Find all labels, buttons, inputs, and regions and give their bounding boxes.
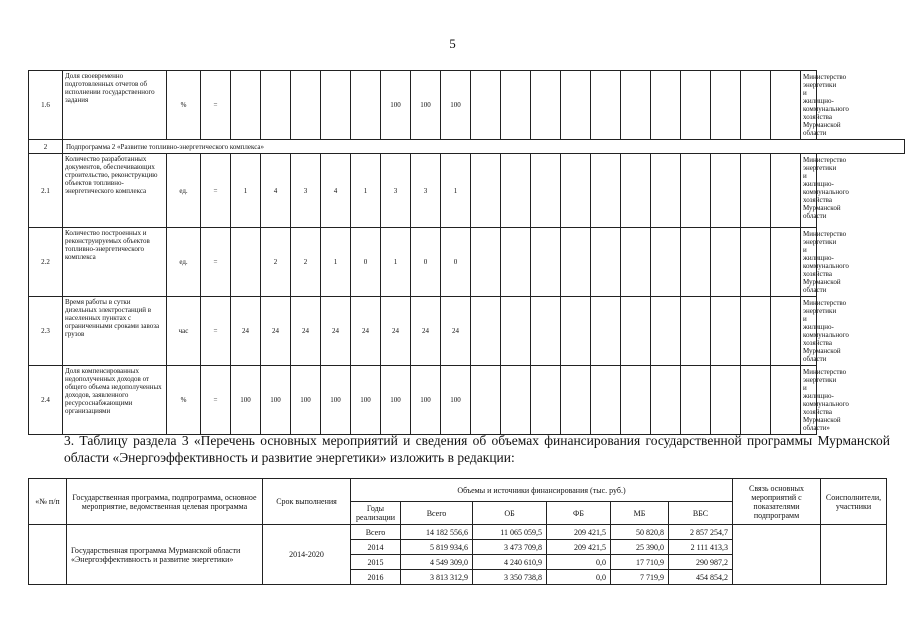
link-cell	[733, 525, 821, 585]
value-cell	[561, 71, 591, 140]
table-row	[29, 525, 887, 540]
fb-cell: 209 421,5	[547, 525, 611, 540]
value-cell: 2	[291, 228, 321, 297]
value-cell: 24	[321, 297, 351, 366]
header-fb: ФБ	[547, 502, 611, 525]
value-cell	[471, 71, 501, 140]
value-cell	[501, 71, 531, 140]
header-volumes: Объемы и источники финансирования (тыс. руб.)	[351, 479, 733, 502]
value-cell: 1	[321, 228, 351, 297]
value-cell	[321, 71, 351, 140]
indicator-name: Количество построенных и реконструируемых объектов топливно-энергетического комплекса	[63, 228, 167, 297]
value-cell: 100	[381, 366, 411, 435]
value-cell: 24	[261, 297, 291, 366]
year-cell: 2015	[351, 555, 401, 570]
value-cell	[591, 154, 621, 228]
coexec-cell	[821, 525, 887, 585]
value-cell: 24	[351, 297, 381, 366]
value-cell: 24	[441, 297, 471, 366]
ministry-cell: Министерство энергетики и жилищно-коммунального хозяйства Мурманской области»	[801, 366, 817, 435]
header-years: Годы реализации	[351, 502, 401, 525]
spacer-cell	[771, 154, 801, 228]
unit-cell: %	[167, 71, 201, 140]
ministry-cell: Министерство энергетики и жилищно-коммунального хозяйства Мурманской области	[801, 154, 817, 228]
table-row	[29, 154, 905, 228]
sign-cell: =	[201, 71, 231, 140]
value-cell	[681, 297, 711, 366]
spacer-cell	[771, 297, 801, 366]
value-cell	[681, 154, 711, 228]
value-cell: 1	[381, 228, 411, 297]
value-cell: 24	[231, 297, 261, 366]
value-cell	[741, 366, 771, 435]
value-cell: 100	[411, 366, 441, 435]
sign-cell: =	[201, 154, 231, 228]
finance-table	[28, 478, 887, 585]
year-cell: 2016	[351, 570, 401, 585]
header-ob: ОБ	[473, 502, 547, 525]
value-cell	[531, 71, 561, 140]
table-row	[29, 297, 905, 366]
value-cell	[501, 154, 531, 228]
vbs-cell: 454 854,2	[669, 570, 733, 585]
mb-cell: 7 719,9	[611, 570, 669, 585]
value-cell	[471, 154, 501, 228]
value-cell: 0	[351, 228, 381, 297]
ob-cell: 11 065 059,5	[473, 525, 547, 540]
page-number: 5	[449, 36, 456, 51]
indicator-name: Доля компенсированных недополученных доходов от общего объема недополученных доходов, заявленного ресурсоснабжающими организациями	[63, 366, 167, 435]
value-cell	[621, 228, 651, 297]
value-cell: 0	[411, 228, 441, 297]
value-cell: 1	[351, 154, 381, 228]
unit-cell: %	[167, 366, 201, 435]
indicator-name: Количество разработанных документов, обеспечивающих строительство, реконструкцию объектов топливно-энергетического комплекса	[63, 154, 167, 228]
value-cell: 100	[321, 366, 351, 435]
header-num: «№ п/п	[29, 479, 67, 525]
value-cell: 100	[441, 366, 471, 435]
value-cell: 24	[381, 297, 411, 366]
ob-cell: 3 350 738,8	[473, 570, 547, 585]
value-cell	[561, 366, 591, 435]
header-link: Связь основных мероприятий с показателями подпрограмм	[733, 479, 821, 525]
term-cell: 2014-2020	[263, 525, 351, 585]
sign-cell: =	[201, 228, 231, 297]
value-cell: 100	[231, 366, 261, 435]
total-cell: 14 182 556,6	[401, 525, 473, 540]
value-cell	[651, 228, 681, 297]
row-number: 2.3	[29, 297, 63, 366]
value-cell	[741, 228, 771, 297]
value-cell	[711, 228, 741, 297]
spacer-cell	[771, 228, 801, 297]
mb-cell: 25 390,0	[611, 540, 669, 555]
value-cell: 100	[261, 366, 291, 435]
header-total: Всего	[401, 502, 473, 525]
unit-cell: ед.	[167, 154, 201, 228]
value-cell: 3	[291, 154, 321, 228]
value-cell: 100	[351, 366, 381, 435]
value-cell	[261, 71, 291, 140]
ministry-cell: Министерство энергетики и жилищно-коммунального хозяйства Мурманской области	[801, 71, 817, 140]
value-cell	[711, 71, 741, 140]
indicator-name: Время работы в сутки дизельных электростанций в населенных пунктах с ограниченными сроками завоза грузов	[63, 297, 167, 366]
indicators-table	[28, 70, 905, 435]
value-cell	[651, 297, 681, 366]
value-cell	[621, 297, 651, 366]
value-cell	[561, 154, 591, 228]
value-cell: 3	[381, 154, 411, 228]
indicator-name: Доля своевременно подготовленных отчетов об исполнении государственного задания	[63, 71, 167, 140]
value-cell	[651, 71, 681, 140]
header-term: Срок выполнения	[263, 479, 351, 525]
value-cell	[531, 228, 561, 297]
spacer-cell	[771, 71, 801, 140]
value-cell: 0	[441, 228, 471, 297]
value-cell: 100	[291, 366, 321, 435]
value-cell	[291, 71, 321, 140]
header-name: Государственная программа, подпрограмма, основное мероприятие, ведомственная целевая программа	[67, 479, 263, 525]
row-number: 1.6	[29, 71, 63, 140]
row-number-cell	[29, 525, 67, 585]
spacer-cell	[771, 366, 801, 435]
total-cell: 4 549 309,0	[401, 555, 473, 570]
value-cell: 1	[441, 154, 471, 228]
table-row	[29, 71, 905, 140]
value-cell	[621, 154, 651, 228]
value-cell	[621, 71, 651, 140]
subprogram-row	[29, 140, 905, 154]
section-paragraph: 3. Таблицу раздела 3 «Перечень основных мероприятий и сведения об объемах финансирования государственной программы Мурманской области «Энергоэффективность и развитие энергетики» изложить в редакции:	[64, 433, 890, 465]
value-cell	[561, 228, 591, 297]
value-cell: 24	[291, 297, 321, 366]
ministry-cell: Министерство энергетики и жилищно-коммунального хозяйства Мурманской области	[801, 228, 817, 297]
value-cell: 1	[231, 154, 261, 228]
sign-cell: =	[201, 366, 231, 435]
header-coexec: Соисполнители, участники	[821, 479, 887, 525]
row-number: 2.1	[29, 154, 63, 228]
header-vbs: ВБС	[669, 502, 733, 525]
unit-cell: час	[167, 297, 201, 366]
value-cell	[531, 154, 561, 228]
value-cell	[231, 71, 261, 140]
value-cell	[591, 297, 621, 366]
total-cell: 3 813 312,9	[401, 570, 473, 585]
ob-cell: 4 240 610,9	[473, 555, 547, 570]
value-cell	[741, 71, 771, 140]
fb-cell: 0,0	[547, 570, 611, 585]
value-cell	[231, 228, 261, 297]
value-cell: 100	[381, 71, 411, 140]
value-cell	[711, 297, 741, 366]
sign-cell: =	[201, 297, 231, 366]
value-cell: 100	[411, 71, 441, 140]
total-cell: 5 819 934,6	[401, 540, 473, 555]
value-cell	[621, 366, 651, 435]
vbs-cell: 2 857 254,7	[669, 525, 733, 540]
value-cell: 2	[261, 228, 291, 297]
year-cell: 2014	[351, 540, 401, 555]
header-mb: МБ	[611, 502, 669, 525]
value-cell	[351, 71, 381, 140]
subprogram-title: Подпрограмма 2 «Развитие топливно-энергетического комплекса»	[63, 140, 905, 154]
value-cell	[501, 366, 531, 435]
value-cell	[711, 366, 741, 435]
mb-cell: 17 710,9	[611, 555, 669, 570]
value-cell	[501, 228, 531, 297]
value-cell	[741, 154, 771, 228]
value-cell: 4	[321, 154, 351, 228]
value-cell	[681, 71, 711, 140]
subprogram-number: 2	[29, 140, 63, 154]
ob-cell: 3 473 709,8	[473, 540, 547, 555]
value-cell	[471, 297, 501, 366]
vbs-cell: 290 987,2	[669, 555, 733, 570]
unit-cell: ед.	[167, 228, 201, 297]
value-cell: 24	[411, 297, 441, 366]
row-number: 2.2	[29, 228, 63, 297]
value-cell	[681, 228, 711, 297]
value-cell	[471, 228, 501, 297]
value-cell: 4	[261, 154, 291, 228]
value-cell	[471, 366, 501, 435]
value-cell	[531, 366, 561, 435]
row-number: 2.4	[29, 366, 63, 435]
value-cell: 100	[441, 71, 471, 140]
value-cell	[651, 154, 681, 228]
value-cell	[501, 297, 531, 366]
value-cell	[681, 366, 711, 435]
value-cell	[591, 366, 621, 435]
program-name: Государственная программа Мурманской области «Энергоэффективность и развитие энергетики»	[67, 525, 263, 585]
value-cell	[591, 228, 621, 297]
table-row	[29, 366, 905, 435]
fb-cell: 0,0	[547, 555, 611, 570]
ministry-cell: Министерство энергетики и жилищно-коммунального хозяйства Мурманской области	[801, 297, 817, 366]
value-cell	[711, 154, 741, 228]
fb-cell: 209 421,5	[547, 540, 611, 555]
value-cell: 3	[411, 154, 441, 228]
mb-cell: 50 820,8	[611, 525, 669, 540]
value-cell	[591, 71, 621, 140]
value-cell	[651, 366, 681, 435]
table-row	[29, 228, 905, 297]
year-cell: Всего	[351, 525, 401, 540]
value-cell	[561, 297, 591, 366]
value-cell	[741, 297, 771, 366]
value-cell	[531, 297, 561, 366]
vbs-cell: 2 111 413,3	[669, 540, 733, 555]
